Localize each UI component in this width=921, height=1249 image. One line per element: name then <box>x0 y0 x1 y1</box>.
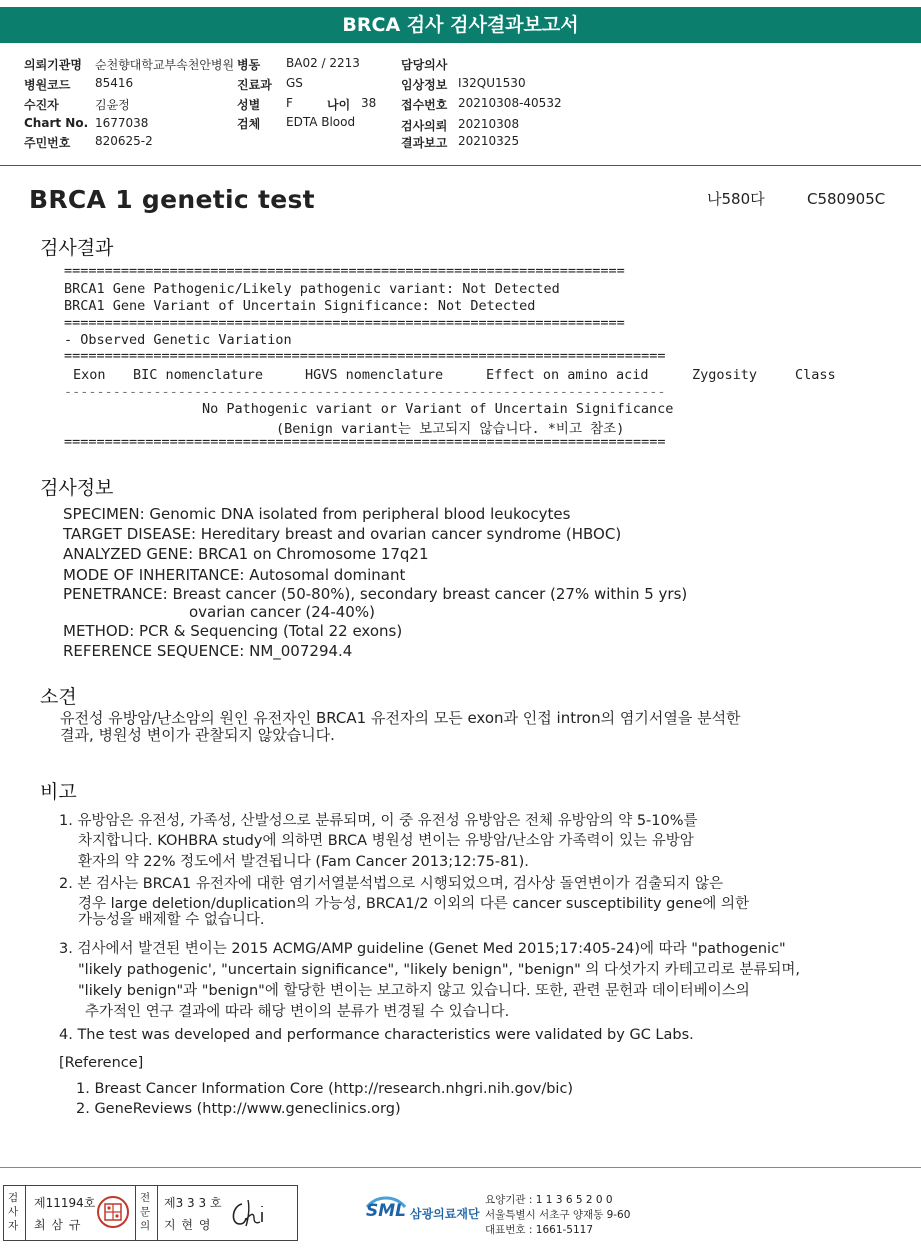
info-inheritance: MODE OF INHERITANCE: Autosomal dominant <box>63 566 406 584</box>
inspector-label-char: 자 <box>8 1220 19 1232</box>
lab-name: 삼광의료재단 <box>410 1207 480 1221</box>
inspector-license-no: 제11194호 <box>34 1196 96 1210</box>
checker-label-char: 의 <box>140 1220 151 1232</box>
info-reference-sequence: REFERENCE SEQUENCE: NM_007294.4 <box>63 642 353 660</box>
box-divider <box>157 1186 158 1240</box>
label-sex: 성별 <box>237 98 261 112</box>
label-receipt-no: 접수번호 <box>401 98 448 112</box>
info-method: METHOD: PCR & Sequencing (Total 22 exons) <box>63 622 403 640</box>
value-chart-no: 1677038 <box>95 116 149 130</box>
remark-3-line-2: "likely pathogenic', "uncertain significance", "likely benign", "benign" 의 다섯가지 카테고리로 분류되며, <box>78 962 800 978</box>
official-seal-icon <box>96 1195 130 1229</box>
value-receipt-no: 20210308-40532 <box>458 96 562 110</box>
variation-rule-top: ========================================================================== <box>64 348 666 364</box>
label-ward: 병동 <box>237 58 261 72</box>
checker-label-char: 전 <box>140 1192 151 1204</box>
inspector-label-char: 검 <box>8 1192 19 1204</box>
col-effect: Effect on amino acid <box>486 367 649 383</box>
section-result-heading: 검사결과 <box>40 237 114 259</box>
value-institution: 순천향대학교부속천안병원 <box>95 58 235 72</box>
value-patient: 김윤정 <box>95 98 130 112</box>
result-rule-mid: ===================================================================== <box>64 315 625 331</box>
test-code-kr: 나580다 <box>707 190 765 208</box>
value-ward: BA02 / 2213 <box>286 56 360 70</box>
lab-short-name: SML <box>366 1201 406 1221</box>
finding-line-1: 유전성 유방암/난소암의 원인 유전자인 BRCA1 유전자의 모든 exon과 인접 intron의 염기서열을 분석한 <box>60 709 741 727</box>
label-report-date: 결과보고 <box>401 136 448 150</box>
label-specimen: 검체 <box>237 117 261 131</box>
info-penetrance: PENETRANCE: Breast cancer (50-80%), secondary breast cancer (27% within 5 yrs) <box>63 585 688 603</box>
benign-note-line: (Benign variant는 보고되지 않습니다. *비고 참조) <box>276 421 625 437</box>
report-title: BRCA 검사 검사결과보고서 <box>342 14 579 36</box>
value-resident-no: 820625-2 <box>95 134 153 148</box>
result-pathogenic-line: BRCA1 Gene Pathogenic/Likely pathogenic variant: Not Detected <box>64 281 560 297</box>
label-doctor: 담당의사 <box>401 58 448 72</box>
lab-phone: 대표번호 : 1661-5117 <box>485 1224 594 1236</box>
label-request-date: 검사의뢰 <box>401 119 448 133</box>
lab-institution-code: 요양기관 : 1 1 3 6 5 2 0 0 <box>485 1194 613 1206</box>
section-remarks-heading: 비고 <box>40 781 77 803</box>
label-resident-no: 주민번호 <box>24 136 71 150</box>
lab-address: 서울특별시 서초구 양재동 9-60 <box>485 1209 631 1221</box>
section-finding-heading: 소견 <box>40 686 77 708</box>
value-hospital-code: 85416 <box>95 76 134 90</box>
col-zygosity: Zygosity <box>692 367 758 383</box>
header-divider <box>0 165 921 166</box>
label-chart-no: Chart No. <box>24 116 89 130</box>
col-bic: BIC nomenclature <box>133 367 264 383</box>
label-clinical-info: 임상정보 <box>401 78 448 92</box>
footer-divider <box>0 1167 921 1168</box>
label-patient: 수진자 <box>24 98 59 112</box>
remark-1-line-1: 1. 유방암은 유전성, 가족성, 산발성으로 분류되며, 이 중 유전성 유방암은 전체 유방암의 약 5-10%를 <box>59 813 698 829</box>
variation-rule-bottom: ========================================================================== <box>64 434 666 450</box>
col-hgvs: HGVS nomenclature <box>305 367 444 383</box>
info-target-disease: TARGET DISEASE: Hereditary breast and ovarian cancer syndrome (HBOC) <box>63 525 622 543</box>
checker-name: 지 현 영 <box>164 1218 212 1232</box>
reference-label: [Reference] <box>59 1055 144 1071</box>
remark-3-line-1: 3. 검사에서 발견된 변이는 2015 ACMG/AMP guideline (Genet Med 2015;17:405-24)에 따라 "pathogenic" <box>59 941 786 957</box>
signature-box <box>3 1185 298 1241</box>
value-request-date: 20210308 <box>458 117 520 131</box>
info-specimen: SPECIMEN: Genomic DNA isolated from peripheral blood leukocytes <box>63 505 571 523</box>
value-clinical-info: I32QU1530 <box>458 76 526 90</box>
variation-rule-dash: -------------------------------------------------------------------------- <box>64 384 666 400</box>
reference-1: 1. Breast Cancer Information Core (http://research.nhgri.nih.gov/bic) <box>76 1081 574 1097</box>
finding-line-2: 결과, 병원성 변이가 관찰되지 않았습니다. <box>60 726 335 744</box>
value-department: GS <box>286 76 303 90</box>
checker-label-char: 문 <box>140 1206 151 1218</box>
result-rule-top: ===================================================================== <box>64 263 625 279</box>
remark-3-line-3: "likely benign"과 "benign"에 할당한 변이는 보고하지 않고 있습니다. 또한, 관련 문헌과 데이터베이스의 <box>78 983 750 999</box>
remark-2-line-3: 가능성을 배제할 수 없습니다. <box>78 912 265 928</box>
checker-label <box>140 1191 154 1233</box>
remark-2-line-2: 경우 large deletion/duplication의 가능성, BRCA1/2 이외의 다른 cancer susceptibility gene에 의한 <box>78 896 750 912</box>
value-specimen: EDTA Blood <box>286 115 356 129</box>
label-hospital-code: 병원코드 <box>24 78 71 92</box>
label-department: 진료과 <box>237 78 272 92</box>
signature-icon <box>226 1194 274 1232</box>
box-divider <box>135 1186 136 1240</box>
test-code: C580905C <box>807 190 886 208</box>
value-sex: F <box>286 96 293 110</box>
value-age: 38 <box>361 96 377 110</box>
inspector-name: 최 삼 규 <box>34 1218 82 1232</box>
observed-variation-label: - Observed Genetic Variation <box>64 332 292 348</box>
col-exon: Exon <box>73 367 106 383</box>
inspector-label-char: 사 <box>8 1206 19 1218</box>
inspector-label <box>8 1191 22 1233</box>
remark-1-line-3: 환자의 약 22% 정도에서 발견됩니다 (Fam Cancer 2013;12:75-81). <box>78 854 529 870</box>
remark-4: 4. The test was developed and performance characteristics were validated by GC Labs. <box>59 1027 694 1043</box>
remark-1-line-2: 차지합니다. KOHBRA study에 의하면 BRCA 병원성 변이는 유방암/난소암 가족력이 있는 유방암 <box>78 833 694 849</box>
result-vus-line: BRCA1 Gene Variant of Uncertain Significance: Not Detected <box>64 298 536 314</box>
box-divider <box>25 1186 26 1240</box>
value-report-date: 20210325 <box>458 134 520 148</box>
remark-2-line-1: 2. 본 검사는 BRCA1 유전자에 대한 염기서열분석법으로 시행되었으며, 검사상 돌연변이가 검출되지 않은 <box>59 876 723 892</box>
remark-3-line-4: 추가적인 연구 결과에 따라 해당 변이의 분류가 변경될 수 있습니다. <box>85 1004 510 1020</box>
no-variant-line: No Pathogenic variant or Variant of Uncertain Significance <box>202 401 674 417</box>
reference-2: 2. GeneReviews (http://www.geneclinics.org) <box>76 1101 401 1117</box>
info-penetrance-ovarian: ovarian cancer (24-40%) <box>189 603 375 621</box>
checker-license-no: 제3 3 3 호 <box>164 1196 222 1210</box>
section-info-heading: 검사정보 <box>40 477 114 499</box>
col-class: Class <box>795 367 836 383</box>
test-title: BRCA 1 genetic test <box>29 185 315 214</box>
label-institution: 의뢰기관명 <box>24 58 82 72</box>
label-age: 나이 <box>327 98 351 112</box>
info-analyzed-gene: ANALYZED GENE: BRCA1 on Chromosome 17q21 <box>63 545 429 563</box>
